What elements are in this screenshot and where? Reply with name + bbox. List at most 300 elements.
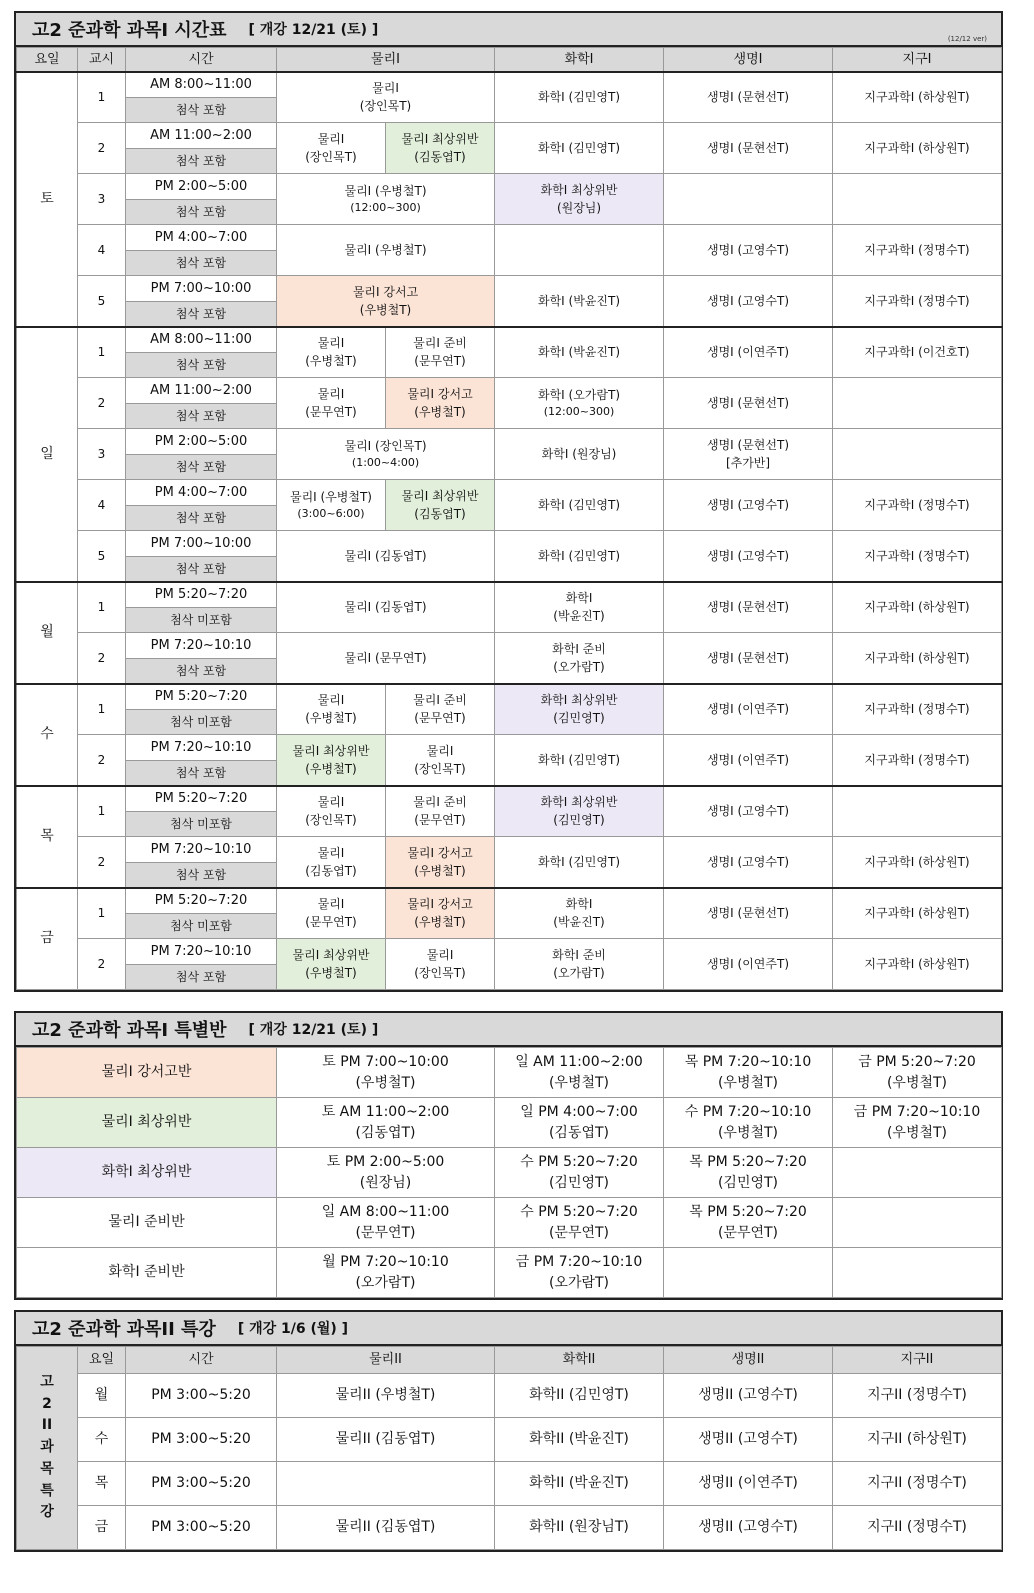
cell-line: (문무연T) bbox=[414, 813, 466, 828]
class-cell bbox=[664, 378, 833, 429]
cell-line: 물리I bbox=[317, 795, 345, 810]
cell-line: 물리I 최상위반 bbox=[401, 132, 479, 146]
period-cell: 2 bbox=[78, 939, 126, 990]
cell-text: 물리I (문무연T) bbox=[344, 650, 427, 665]
subject2-header bbox=[16, 1312, 1001, 1346]
timetable-row bbox=[17, 123, 1002, 149]
slot-teacher: (우병철T) bbox=[717, 1124, 779, 1141]
class-cell bbox=[386, 837, 495, 888]
class-cell bbox=[833, 276, 1002, 327]
timetable-row bbox=[17, 735, 1002, 761]
side-label-char: 고 bbox=[40, 1374, 54, 1391]
cell-text: 화학I (김민영T) bbox=[538, 141, 621, 155]
slot-teacher: (우병철T) bbox=[886, 1074, 948, 1091]
class-cell bbox=[386, 684, 495, 735]
side-label-char: 강 bbox=[40, 1504, 54, 1521]
class-cell bbox=[277, 429, 495, 480]
time-cell: PM 5:20~7:20 bbox=[126, 786, 277, 812]
period-cell: 1 bbox=[78, 327, 126, 378]
class-cell bbox=[664, 837, 833, 888]
class-cell bbox=[833, 429, 1002, 480]
slot-teacher: (오가람T) bbox=[355, 1274, 416, 1291]
class-cell bbox=[833, 939, 1002, 990]
class-cell bbox=[277, 939, 386, 990]
subject2-bio-cell: 생명II (고영수T) bbox=[664, 1374, 833, 1418]
class-cell bbox=[495, 72, 664, 123]
class-cell bbox=[495, 582, 664, 633]
s3-col-earth: 지구II bbox=[833, 1347, 1002, 1374]
day-cell: 목 bbox=[17, 786, 78, 888]
cell-line: (장인목T) bbox=[305, 150, 357, 164]
side-label-char: II bbox=[41, 1417, 53, 1434]
slot-time: 일 AM 8:00~11:00 bbox=[321, 1203, 450, 1220]
class-cell bbox=[495, 429, 664, 480]
class-cell bbox=[495, 684, 664, 735]
class-cell bbox=[386, 327, 495, 378]
cell-line: 물리I 최상위반 bbox=[401, 489, 479, 503]
timetable-row bbox=[17, 939, 1002, 965]
time-cell: PM 4:00~7:00 bbox=[126, 225, 277, 251]
cell-text: 생명I (고영수T) bbox=[707, 804, 790, 819]
subject2-time-cell: PM 3:00~5:20 bbox=[126, 1506, 277, 1550]
day-cell: 수 bbox=[17, 684, 78, 786]
note-cell: 첨삭 포함 bbox=[126, 965, 277, 990]
class-cell bbox=[495, 225, 664, 276]
class-cell bbox=[386, 888, 495, 939]
cell-text: 지구과학I (하상원T) bbox=[864, 906, 970, 921]
class-cell bbox=[495, 633, 664, 684]
timetable-row bbox=[17, 429, 1002, 455]
timetable-title: 고2 준과학 과목I 시간표 bbox=[32, 20, 227, 41]
time-cell: PM 4:00~7:00 bbox=[126, 480, 277, 506]
side-label-char: 2 bbox=[42, 1395, 52, 1412]
cell-line: (우병철T) bbox=[414, 863, 466, 878]
subject2-row bbox=[17, 1374, 1002, 1418]
s3-col-biology: 생명II bbox=[664, 1347, 833, 1374]
subject2-day-cell: 월 bbox=[78, 1374, 126, 1418]
note-cell: 첨삭 포함 bbox=[126, 251, 277, 276]
slot-teacher: (우병철T) bbox=[548, 1074, 610, 1091]
cell-line: (우병철T) bbox=[414, 915, 466, 930]
cell-line: (김동엽T) bbox=[414, 150, 466, 164]
class-cell bbox=[664, 276, 833, 327]
special-class-label: 물리I 강서고반 bbox=[17, 1048, 277, 1098]
class-cell bbox=[833, 735, 1002, 786]
cell-text: 지구과학I (하상원T) bbox=[864, 600, 970, 615]
period-cell: 1 bbox=[78, 888, 126, 939]
slot-time: 토 PM 7:00~10:00 bbox=[322, 1053, 449, 1070]
class-cell bbox=[833, 72, 1002, 123]
slot-time: 목 PM 7:20~10:10 bbox=[684, 1053, 812, 1070]
cell-text: 화학I (원장님) bbox=[541, 447, 617, 461]
subject2-time-cell: PM 3:00~5:20 bbox=[126, 1418, 277, 1462]
special-class-slot bbox=[664, 1148, 833, 1198]
cell-text: 지구과학I (정명수T) bbox=[864, 243, 970, 257]
slot-time: 일 AM 11:00~2:00 bbox=[515, 1053, 643, 1070]
class-cell bbox=[495, 735, 664, 786]
class-cell bbox=[664, 786, 833, 837]
cell-text: 생명I (고영수T) bbox=[707, 548, 790, 563]
time-cell: PM 5:20~7:20 bbox=[126, 684, 277, 710]
period-cell: 2 bbox=[78, 123, 126, 174]
cell-line: 화학I 최상위반 bbox=[540, 693, 618, 708]
subject2-section bbox=[14, 1310, 1003, 1552]
time-cell: PM 2:00~5:00 bbox=[126, 174, 277, 200]
subject2-phy-cell: 물리II (김동엽T) bbox=[277, 1506, 495, 1550]
slot-time: 수 PM 5:20~7:20 bbox=[520, 1153, 638, 1170]
cell-line: (김민영T) bbox=[553, 813, 605, 828]
class-cell bbox=[495, 276, 664, 327]
cell-text: 생명I (고영수T) bbox=[707, 854, 790, 869]
cell-line: 물리I 최상위반 bbox=[292, 948, 370, 962]
class-cell bbox=[386, 480, 495, 531]
time-cell: PM 2:00~5:00 bbox=[126, 429, 277, 455]
period-cell: 1 bbox=[78, 786, 126, 837]
class-cell bbox=[833, 327, 1002, 378]
note-cell: 첨삭 포함 bbox=[126, 200, 277, 225]
note-cell: 첨삭 포함 bbox=[126, 659, 277, 684]
class-cell bbox=[495, 531, 664, 582]
class-cell bbox=[833, 786, 1002, 837]
time-cell: PM 7:00~10:00 bbox=[126, 531, 277, 557]
cell-line: 물리I bbox=[372, 81, 399, 96]
cell-line: (우병철T) bbox=[305, 966, 357, 980]
timetable-row bbox=[17, 174, 1002, 200]
subject2-day-cell: 금 bbox=[78, 1506, 126, 1550]
cell-text: 지구과학I (이건호T) bbox=[864, 345, 970, 360]
class-cell bbox=[495, 939, 664, 990]
cell-line: (우병철T) bbox=[414, 405, 466, 419]
special-class-slot bbox=[664, 1098, 833, 1148]
col-chemistry: 화학I bbox=[495, 48, 664, 72]
cell-line: (문무연T) bbox=[305, 405, 357, 419]
subject2-table bbox=[16, 1346, 1002, 1550]
cell-line: 물리I (장인목T) bbox=[344, 438, 427, 453]
cell-line: 물리I bbox=[426, 948, 454, 962]
special-class-slot bbox=[495, 1248, 664, 1298]
subject2-time-cell: PM 3:00~5:20 bbox=[126, 1462, 277, 1506]
special-class-slot bbox=[277, 1098, 495, 1148]
class-cell bbox=[277, 735, 386, 786]
special-class-slot bbox=[833, 1148, 1002, 1198]
slot-teacher: (우병철T) bbox=[886, 1124, 948, 1141]
timetable-row bbox=[17, 837, 1002, 863]
special-class-slot bbox=[664, 1048, 833, 1098]
special-class-slot bbox=[277, 1048, 495, 1098]
class-cell bbox=[664, 939, 833, 990]
class-cell bbox=[277, 633, 495, 684]
time-cell: AM 11:00~2:00 bbox=[126, 123, 277, 149]
subject2-phy-cell: 물리II (우병철T) bbox=[277, 1374, 495, 1418]
cell-line: 화학I 준비 bbox=[552, 641, 606, 656]
note-cell: 첨삭 포함 bbox=[126, 455, 277, 480]
class-cell bbox=[277, 786, 386, 837]
class-cell bbox=[833, 480, 1002, 531]
cell-line: (3:00~6:00) bbox=[297, 506, 365, 520]
cell-text: 생명I (이연주T) bbox=[707, 702, 790, 717]
cell-line: (우병철T) bbox=[305, 354, 357, 369]
cell-line: 물리I (우병철T) bbox=[289, 489, 372, 504]
timetable-section bbox=[14, 11, 1003, 992]
cell-line: [추가반] bbox=[725, 456, 771, 470]
note-cell: 첨삭 포함 bbox=[126, 98, 277, 123]
cell-line: 물리I 강서고 bbox=[407, 845, 473, 860]
slot-time: 일 PM 4:00~7:00 bbox=[520, 1103, 638, 1120]
class-cell bbox=[495, 378, 664, 429]
timetable-row bbox=[17, 276, 1002, 302]
class-cell bbox=[386, 735, 495, 786]
special-class-header bbox=[16, 1013, 1001, 1047]
cell-line: (박윤진T) bbox=[553, 915, 605, 930]
cell-text: 생명I (문현선T) bbox=[707, 141, 790, 155]
special-class-slot bbox=[495, 1148, 664, 1198]
class-cell bbox=[664, 225, 833, 276]
cell-text: 지구과학I (하상원T) bbox=[864, 854, 970, 869]
cell-line: (오가람T) bbox=[553, 659, 605, 674]
special-class-slot bbox=[495, 1098, 664, 1148]
period-cell: 2 bbox=[78, 735, 126, 786]
cell-line: 화학I bbox=[565, 897, 593, 912]
cell-line: 생명I (문현선T) bbox=[707, 438, 790, 452]
cell-line: (오가람T) bbox=[553, 966, 605, 980]
class-cell bbox=[277, 276, 495, 327]
cell-line: (장인목T) bbox=[305, 813, 357, 828]
special-class-label: 화학I 최상위반 bbox=[17, 1148, 277, 1198]
class-cell bbox=[277, 837, 386, 888]
class-cell bbox=[833, 225, 1002, 276]
timetable-header bbox=[16, 13, 1001, 47]
class-cell bbox=[664, 684, 833, 735]
subject2-earth-cell: 지구II (하상원T) bbox=[833, 1418, 1002, 1462]
subject2-day-cell: 수 bbox=[78, 1418, 126, 1462]
subject2-chem-cell: 화학II (박윤진T) bbox=[495, 1462, 664, 1506]
timetable-row bbox=[17, 378, 1002, 404]
cell-line: (김동엽T) bbox=[414, 507, 466, 521]
slot-teacher: (원장님) bbox=[359, 1174, 412, 1191]
cell-line: (1:00~4:00) bbox=[351, 455, 420, 469]
special-class-slot bbox=[833, 1248, 1002, 1298]
subject2-earth-cell: 지구II (정명수T) bbox=[833, 1506, 1002, 1550]
period-cell: 1 bbox=[78, 684, 126, 735]
class-cell bbox=[495, 480, 664, 531]
period-cell: 5 bbox=[78, 276, 126, 327]
class-cell bbox=[664, 633, 833, 684]
class-cell bbox=[664, 174, 833, 225]
period-cell: 4 bbox=[78, 225, 126, 276]
time-cell: PM 7:20~10:10 bbox=[126, 939, 277, 965]
side-label-char: 과 bbox=[40, 1439, 54, 1456]
time-cell: PM 7:20~10:10 bbox=[126, 837, 277, 863]
cell-line: (장인목T) bbox=[414, 761, 466, 776]
class-cell bbox=[664, 888, 833, 939]
cell-line: 물리I 강서고 bbox=[407, 387, 473, 401]
class-cell bbox=[277, 174, 495, 225]
slot-teacher: (김민영T) bbox=[548, 1174, 610, 1191]
subject2-bio-cell: 생명II (고영수T) bbox=[664, 1506, 833, 1550]
cell-line: (우병철T) bbox=[359, 302, 412, 317]
subject2-day-cell: 목 bbox=[78, 1462, 126, 1506]
cell-line: 물리I bbox=[317, 132, 345, 146]
subject2-bio-cell: 생명II (이연주T) bbox=[664, 1462, 833, 1506]
period-cell: 5 bbox=[78, 531, 126, 582]
special-class-title: 고2 준과학 과목I 특별반 bbox=[32, 1020, 227, 1041]
note-cell: 첨삭 포함 bbox=[126, 149, 277, 174]
period-cell: 1 bbox=[78, 72, 126, 123]
s3-col-day: 요일 bbox=[78, 1347, 126, 1374]
class-cell bbox=[277, 123, 386, 174]
class-cell bbox=[277, 582, 495, 633]
note-cell: 첨삭 포함 bbox=[126, 863, 277, 888]
time-cell: PM 5:20~7:20 bbox=[126, 582, 277, 608]
cell-line: 물리I bbox=[317, 845, 345, 860]
note-cell: 첨삭 미포함 bbox=[126, 812, 277, 837]
subject2-time-cell: PM 3:00~5:20 bbox=[126, 1374, 277, 1418]
slot-time: 금 PM 7:20~10:10 bbox=[853, 1103, 981, 1120]
s3-col-physics: 물리II bbox=[277, 1347, 495, 1374]
slot-time: 수 PM 7:20~10:10 bbox=[684, 1103, 812, 1120]
cell-text: 지구과학I (하상원T) bbox=[864, 141, 970, 155]
cell-text: 생명I (문현선T) bbox=[707, 600, 790, 615]
class-cell bbox=[386, 378, 495, 429]
time-cell: PM 5:20~7:20 bbox=[126, 888, 277, 914]
subject2-phy-cell bbox=[277, 1462, 495, 1506]
cell-text: 화학I (김민영T) bbox=[538, 90, 621, 105]
slot-teacher: (문무연T) bbox=[717, 1224, 779, 1241]
cell-line: 물리I 준비 bbox=[413, 693, 467, 708]
col-physics: 물리I bbox=[277, 48, 495, 72]
class-cell bbox=[495, 837, 664, 888]
cell-text: 지구과학I (정명수T) bbox=[864, 752, 970, 767]
cell-line: (김민영T) bbox=[553, 711, 605, 726]
class-cell bbox=[277, 531, 495, 582]
period-cell: 3 bbox=[78, 174, 126, 225]
special-class-label: 물리I 준비반 bbox=[17, 1198, 277, 1248]
slot-time: 목 PM 5:20~7:20 bbox=[689, 1153, 807, 1170]
timetable-header-row bbox=[17, 48, 1002, 72]
special-class-label: 물리I 최상위반 bbox=[17, 1098, 277, 1148]
note-cell: 첨삭 포함 bbox=[126, 353, 277, 378]
class-cell bbox=[833, 633, 1002, 684]
cell-text: 생명I (문현선T) bbox=[707, 396, 790, 410]
time-cell: PM 7:20~10:10 bbox=[126, 633, 277, 659]
time-cell: AM 8:00~11:00 bbox=[126, 72, 277, 98]
class-cell bbox=[495, 786, 664, 837]
timetable-row bbox=[17, 480, 1002, 506]
class-cell bbox=[277, 72, 495, 123]
timetable-row bbox=[17, 633, 1002, 659]
note-cell: 첨삭 미포함 bbox=[126, 914, 277, 939]
subject2-chem-cell: 화학II (김민영T) bbox=[495, 1374, 664, 1418]
slot-time: 수 PM 5:20~7:20 bbox=[520, 1203, 638, 1220]
timetable-row bbox=[17, 582, 1002, 608]
special-class-slot bbox=[495, 1198, 664, 1248]
cell-line: (장인목T) bbox=[414, 966, 466, 980]
class-cell bbox=[277, 684, 386, 735]
col-biology: 생명I bbox=[664, 48, 833, 72]
special-class-section bbox=[14, 1011, 1003, 1300]
time-cell: PM 7:00~10:00 bbox=[126, 276, 277, 302]
period-cell: 2 bbox=[78, 837, 126, 888]
cell-text: 생명I (문현선T) bbox=[707, 906, 790, 921]
col-earth: 지구I bbox=[833, 48, 1002, 72]
cell-text: 생명I (이연주T) bbox=[707, 345, 790, 360]
cell-text: 지구과학I (하상원T) bbox=[864, 650, 970, 665]
timetable-row bbox=[17, 888, 1002, 914]
class-cell bbox=[495, 327, 664, 378]
cell-text: 생명I (이연주T) bbox=[707, 752, 790, 767]
timetable-row bbox=[17, 327, 1002, 353]
subject2-earth-cell: 지구II (정명수T) bbox=[833, 1462, 1002, 1506]
cell-line: (박윤진T) bbox=[553, 609, 605, 624]
class-cell bbox=[664, 429, 833, 480]
special-class-slot bbox=[277, 1248, 495, 1298]
class-cell bbox=[495, 123, 664, 174]
class-cell bbox=[664, 123, 833, 174]
cell-line: (12:00~300) bbox=[543, 404, 615, 418]
class-cell bbox=[833, 378, 1002, 429]
day-cell: 월 bbox=[17, 582, 78, 684]
period-cell: 1 bbox=[78, 582, 126, 633]
class-cell bbox=[277, 327, 386, 378]
class-cell bbox=[386, 123, 495, 174]
cell-line: 물리I bbox=[317, 387, 345, 401]
class-cell bbox=[277, 225, 495, 276]
s3-col-time: 시간 bbox=[126, 1347, 277, 1374]
subject2-chem-cell: 화학II (박윤진T) bbox=[495, 1418, 664, 1462]
class-cell bbox=[664, 327, 833, 378]
subject2-header-row bbox=[17, 1347, 1002, 1374]
period-cell: 2 bbox=[78, 378, 126, 429]
note-cell: 첨삭 포함 bbox=[126, 557, 277, 582]
timetable-row bbox=[17, 684, 1002, 710]
cell-text: 화학I (김민영T) bbox=[538, 498, 621, 512]
class-cell bbox=[664, 531, 833, 582]
period-cell: 4 bbox=[78, 480, 126, 531]
cell-line: 화학I bbox=[565, 591, 593, 606]
cell-text: 지구과학I (하상원T) bbox=[864, 957, 970, 971]
special-class-slot bbox=[277, 1148, 495, 1198]
special-class-slot bbox=[495, 1048, 664, 1098]
cell-text: 물리I (우병철T) bbox=[344, 243, 427, 257]
cell-text: 지구과학I (정명수T) bbox=[864, 293, 970, 308]
special-class-subtitle: [ 개강 12/21 (토) ] bbox=[248, 1022, 379, 1038]
class-cell bbox=[833, 684, 1002, 735]
note-cell: 첨삭 미포함 bbox=[126, 608, 277, 633]
cell-text: 물리I (김동엽T) bbox=[344, 548, 427, 563]
class-cell bbox=[664, 72, 833, 123]
subject2-phy-cell: 물리II (김동엽T) bbox=[277, 1418, 495, 1462]
class-cell bbox=[277, 480, 386, 531]
class-cell bbox=[833, 582, 1002, 633]
cell-line: 물리I bbox=[317, 336, 345, 351]
special-class-row bbox=[17, 1248, 1002, 1298]
cell-line: (김동엽T) bbox=[305, 863, 357, 878]
slot-time: 목 PM 5:20~7:20 bbox=[689, 1203, 807, 1220]
cell-line: 물리I (우병철T) bbox=[344, 183, 427, 198]
col-time: 시간 bbox=[126, 48, 277, 72]
side-label-char: 특 bbox=[40, 1482, 54, 1499]
subject2-earth-cell: 지구II (정명수T) bbox=[833, 1374, 1002, 1418]
note-cell: 첨삭 미포함 bbox=[126, 710, 277, 735]
slot-teacher: (오가람T) bbox=[548, 1274, 610, 1291]
cell-text: 생명I (문현선T) bbox=[707, 90, 790, 105]
cell-line: (원장님) bbox=[556, 201, 602, 215]
cell-line: (문무연T) bbox=[305, 915, 357, 930]
time-cell: AM 11:00~2:00 bbox=[126, 378, 277, 404]
version-label: (12/12 ver) bbox=[947, 35, 987, 43]
class-cell bbox=[277, 378, 386, 429]
cell-text: 지구과학I (정명수T) bbox=[864, 702, 970, 717]
